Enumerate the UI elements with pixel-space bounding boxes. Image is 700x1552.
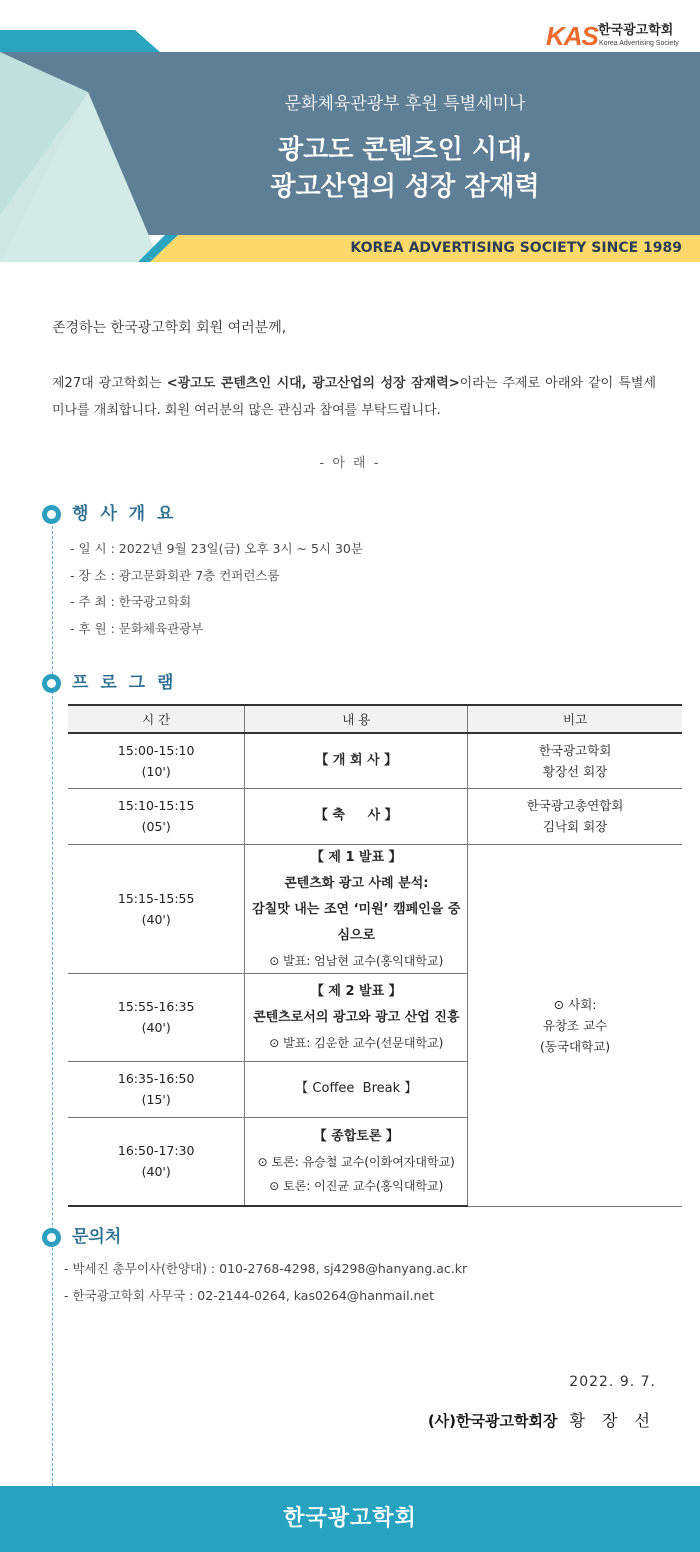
time-range: 16:35-16:50 — [117, 1071, 195, 1086]
session-topic: 콘텐츠로서의 광고와 광고 산업 진흥 — [253, 1010, 460, 1025]
contact-item: - 박세진 총무이사(한양대) : 010-2768-4298, sj4298@hanyang.ac.kr — [64, 1261, 468, 1276]
table-row — [68, 788, 682, 844]
hero-title-line2: 광고산업의 성장 잠재력 — [270, 172, 540, 202]
duration: (40') — [141, 1164, 171, 1180]
session-topic: 콘텐츠화 광고 사례 분석: — [284, 875, 429, 891]
time-cell — [68, 733, 245, 788]
intro-post: 이라는 주제로 아래와 같이 특별세미나를 개최합니다. 회원 여러분의 많은 관심과 참여를 부탁드립니다. — [52, 376, 657, 418]
logo-mark: KAS — [546, 21, 598, 51]
letter-date: 2022. 9. 7. — [569, 1374, 656, 1390]
content-cell — [245, 844, 468, 973]
session-title: 【 종합토론 】 — [313, 1129, 399, 1145]
content-cell — [245, 788, 468, 844]
footer-text: 한국광고학회 — [283, 1506, 417, 1531]
panelist: ⊙ 토론: 유승철 교수(이화여자대학교) — [257, 1155, 455, 1170]
signature-org: (사)한국광고학회장 — [427, 1412, 558, 1430]
time-cell — [68, 1117, 245, 1206]
hero-banner — [0, 0, 700, 262]
note-cell — [468, 733, 682, 788]
content-cell — [245, 1117, 468, 1206]
time-cell — [68, 1061, 245, 1117]
table-row — [68, 844, 682, 973]
contact-title: 문의처 — [72, 1227, 122, 1247]
presenter: ⊙ 발표: 김운한 교수(선문대학교) — [269, 1036, 444, 1050]
presenter: ⊙ 발표: 엄남현 교수(홍익대학교) — [269, 953, 444, 968]
time-range: 15:10-15:15 — [117, 798, 195, 813]
panelist: ⊙ 토론: 이진균 교수(홍익대학교) — [269, 1179, 444, 1194]
bullet-circle-icon — [42, 674, 61, 693]
intro-paragraph — [52, 370, 656, 424]
time-cell — [68, 973, 245, 1061]
note-line: 한국광고총연합회 — [526, 798, 624, 813]
duration: (15') — [141, 1092, 171, 1107]
contact-list — [64, 1256, 467, 1309]
session-title: 【 제 2 발표 】 — [310, 984, 402, 999]
overview-item: - 일 시 : 2022년 9월 23일(금) 오후 3시 ~ 5시 30분 — [70, 541, 363, 556]
duration: (40') — [141, 1020, 171, 1035]
intro-pre: 제27대 광고학회는 — [52, 376, 167, 391]
note-line: 한국광고학회 — [538, 742, 612, 758]
time-cell — [68, 788, 245, 844]
moderator-affiliation: (동국대학교) — [540, 1038, 611, 1054]
signature-name: 황 장 선 — [569, 1411, 656, 1430]
session-title: 【 Coffee Break 】 — [295, 1081, 418, 1096]
overview-item: - 주 최 : 한국광고학회 — [70, 594, 192, 609]
overview-item: - 후 원 : 문화체육관광부 — [70, 620, 204, 636]
program-table — [68, 704, 682, 1207]
overview-title: 행 사 개 요 — [72, 504, 177, 524]
time-range: 15:00-15:10 — [117, 742, 195, 758]
overview-item: - 장 소 : 광고문화회관 7층 컨퍼런스룸 — [70, 567, 280, 583]
moderator-label: ⊙ 사회: — [553, 996, 597, 1012]
duration: (10') — [141, 763, 171, 779]
hero-graphic — [0, 0, 700, 262]
duration: (40') — [141, 911, 171, 927]
header-time: 시 간 — [68, 705, 245, 733]
time-range: 15:15-15:55 — [117, 890, 195, 906]
time-cell — [68, 844, 245, 973]
note-line: 황장선 회장 — [542, 763, 608, 779]
session-title: 【 제 1 발표 】 — [310, 849, 402, 865]
overview-list — [70, 536, 363, 642]
hero-subtitle: 문화체육관광부 후원 특별세미나 — [284, 94, 526, 114]
session-title: 【 개 회 사 】 — [315, 752, 398, 768]
header-content: 내 용 — [245, 705, 468, 733]
greeting: 존경하는 한국광고학회 회원 여러분께, — [52, 320, 287, 336]
contact-item: - 한국광고학회 사무국 : 02-2144-0264, kas0264@hanmail.net — [64, 1287, 435, 1303]
hero-since-tagline: KOREA ADVERTISING SOCIETY SINCE 1989 — [350, 240, 682, 256]
logo-name-en: Korea Advertising Society — [599, 40, 679, 47]
content-cell — [245, 733, 468, 788]
duration: (05') — [141, 819, 171, 834]
content-cell — [245, 973, 468, 1061]
table-row — [68, 733, 682, 788]
hero-title-line1: 광고도 콘텐츠인 시대, — [277, 135, 533, 165]
table-header-row — [68, 705, 682, 733]
moderator-cell — [468, 844, 682, 1206]
timeline-dashed-line — [52, 516, 53, 1486]
header-note: 비고 — [468, 705, 682, 733]
time-range: 16:50-17:30 — [117, 1143, 195, 1159]
session-topic: 감칠맛 내는 조연 ‘미원’ 캠페인을 중심으로 — [252, 901, 461, 943]
bullet-circle-icon — [42, 505, 61, 524]
moderator-name: 유창조 교수 — [542, 1017, 608, 1033]
note-line: 김낙회 회장 — [542, 819, 608, 834]
session-title: 【 축 사 】 — [314, 808, 398, 823]
bullet-circle-icon — [42, 1228, 61, 1247]
hero-title — [0, 132, 700, 206]
notice-heading: - 아 래 - — [319, 456, 381, 471]
logo-name-ko: 한국광고학회 — [598, 23, 674, 38]
content-cell — [245, 1061, 468, 1117]
note-cell — [468, 788, 682, 844]
signature — [428, 1408, 656, 1431]
footer-bar — [0, 1486, 700, 1552]
program-title: 프 로 그 램 — [72, 673, 177, 693]
time-range: 15:55-16:35 — [117, 999, 195, 1014]
intro-theme: <광고도 콘텐츠인 시대, 광고산업의 성장 잠재력> — [166, 376, 460, 391]
